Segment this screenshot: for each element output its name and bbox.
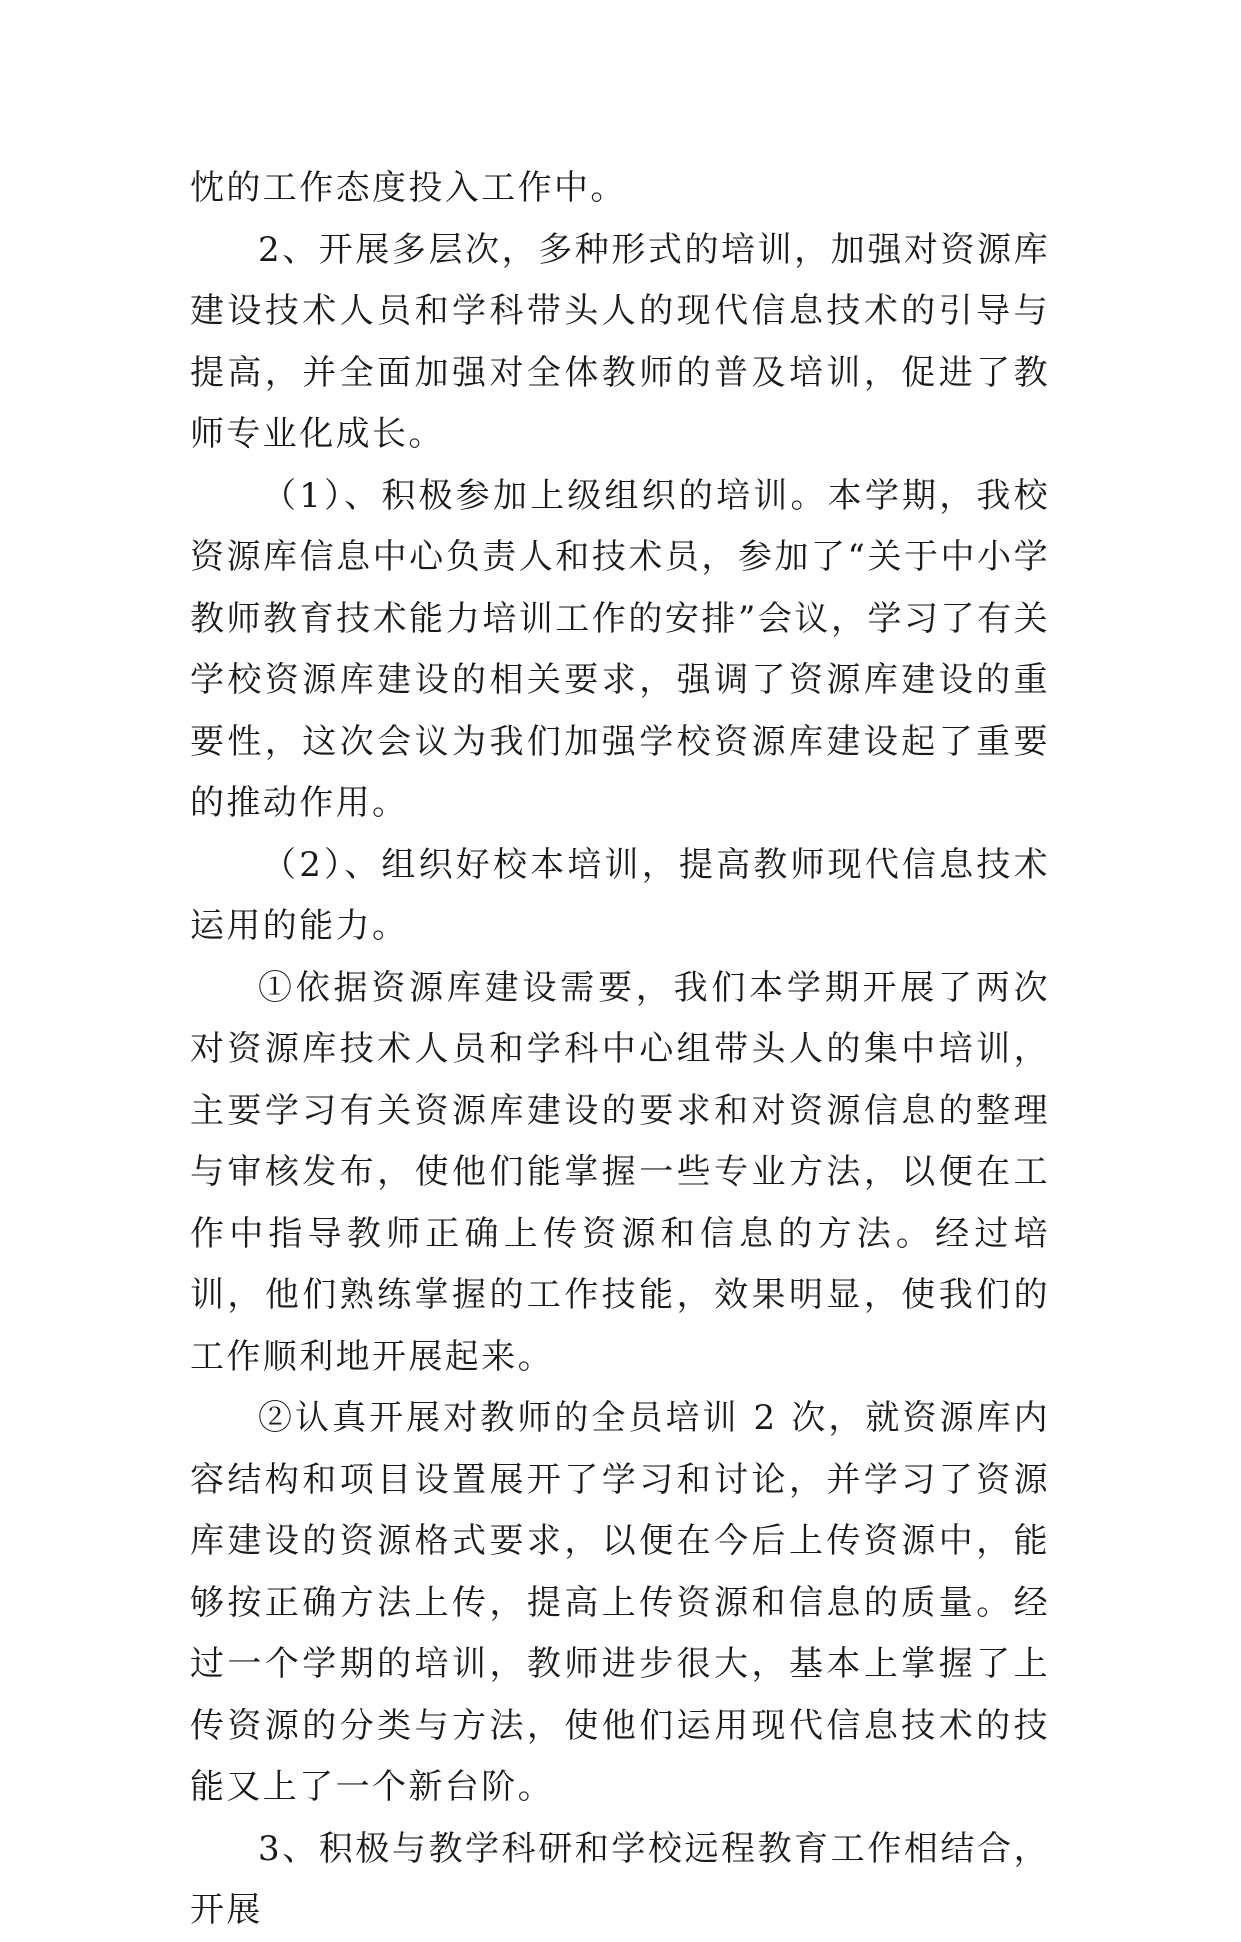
paragraph-item-1: （1）、积极参加上级组织的培训。本学期，我校资源库信息中心负责人和技术员，参加了“关于中小学教师教育技术能力培训工作的安排”会议，学习了有关学校资源库建设的相关要求，强调了资源库建设的重要性，这次会议为我们加强学校资源库建设起了重要的推动作用。 (190, 475, 1050, 823)
paragraph-subitem-1: ①依据资源库建设需要，我们本学期开展了两次对资源库技术人员和学科中心组带头人的集中培训，主要学习有关资源库建设的要求和对资源信息的整理与审核发布，使他们能掌握一些专业方法，以便在工作中指导教师正确上传资源和信息的方法。经过培训，他们熟练掌握的工作技能，效果明显，使我们的工作顺利地开展起来。 (190, 967, 1050, 1377)
paragraph-section-3: 3、积极与教学科研和学校远程教育工作相结合，开展 (190, 1828, 1050, 1930)
paragraph-continuation: 忱的工作态度投入工作中。 (190, 168, 627, 208)
document-body (190, 158, 1050, 1942)
paragraph-subitem-2: ②认真开展对教师的全员培训 2 次，就资源库内容结构和项目设置展开了学习和讨论，并学习了资源库建设的资源格式要求，以便在今后上传资源中，能够按正确方法上传，提高上传资源和信息的质量。经过一个学期的培训，教师进步很大，基本上掌握了上传资源的分类与方法，使他们运用现代信息技术的技能又上了一个新台阶。 (190, 1398, 1050, 1807)
paragraph-section-2: 2、开展多层次，多种形式的培训，加强对资源库建设技术人员和学科带头人的现代信息技术的引导与提高，并全面加强对全体教师的普及培训，促进了教师专业化成长。 (190, 229, 1050, 454)
paragraph-item-2: （2）、组织好校本培训，提高教师现代信息技术运用的能力。 (190, 844, 1050, 946)
